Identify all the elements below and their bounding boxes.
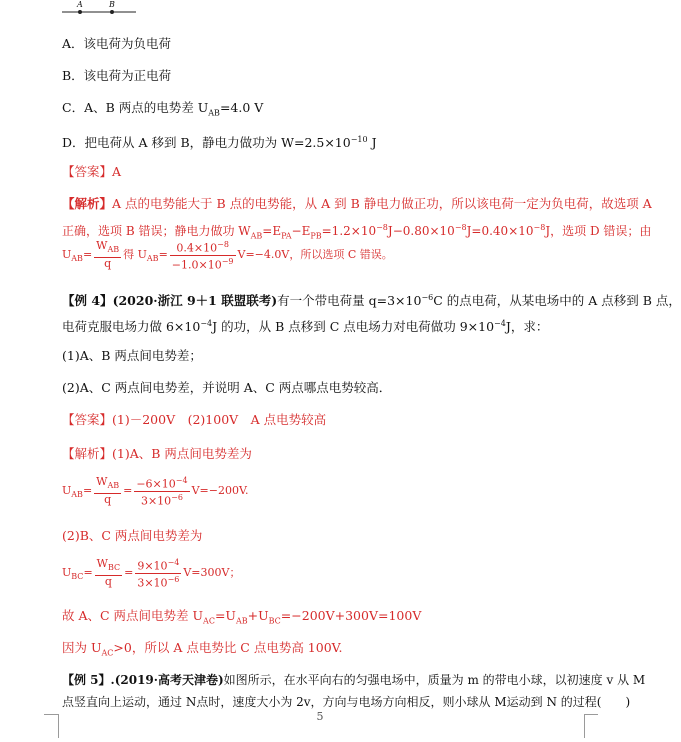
ex4-f2-result: V=300V； bbox=[183, 566, 241, 579]
ex3-sub-pb: PB bbox=[310, 231, 322, 241]
ex4-f1-q: q bbox=[104, 492, 112, 506]
ex4-f1-den: 3×10 bbox=[140, 494, 172, 508]
ex4-c2b: >0，所以 A 点电势比 C 点电势高 100V. bbox=[113, 640, 343, 655]
ex4-f2-frac-1 bbox=[95, 558, 122, 587]
option-c-text: A、B 两点的电势差 U bbox=[84, 100, 209, 115]
option-d-unit: J bbox=[367, 135, 377, 151]
ex4-q1: (1)A、B 两点间电势差； bbox=[62, 348, 202, 363]
ex4-f2-num-exp: −4 bbox=[167, 557, 180, 567]
ex5-stem1: 如图所示，在水平向右的匀强电场中，质量为 m 的带电小球，以初速度 v 从 M bbox=[223, 673, 646, 687]
ex4-f2-w: W bbox=[96, 557, 108, 571]
ex5-label: 【例 5】 bbox=[62, 673, 111, 687]
ex4-analysis-1: 【解析】(1)A、B 两点间电势差为 bbox=[62, 446, 252, 461]
ex3-frac-2 bbox=[170, 239, 236, 271]
ex5-stem-line1 bbox=[62, 672, 645, 688]
ex3-answer: 【答案】A bbox=[62, 164, 122, 179]
ex4-f2-w-sub: BC bbox=[107, 563, 121, 573]
ex3-u-sub: AB bbox=[71, 254, 83, 264]
ex4-f2-den: 3×10 bbox=[137, 576, 168, 590]
ex4-c1c: +U bbox=[247, 608, 269, 623]
ex4-stem2-exp: −4 bbox=[200, 319, 213, 328]
ex4-conclusion-1 bbox=[62, 608, 421, 630]
ex4-f1-u: U bbox=[62, 484, 72, 497]
ex4-c1b: =U bbox=[214, 608, 236, 623]
ex3-eq: = bbox=[82, 248, 93, 261]
ex3-analysis-tag: 【解析】 bbox=[62, 196, 113, 211]
ex3-de: 得 U bbox=[123, 248, 147, 261]
ex4-stem2-exp2: −4 bbox=[494, 319, 506, 328]
ex3-sub-ab: AB bbox=[250, 231, 263, 241]
ex4-c1-sub-ac: AC bbox=[203, 616, 215, 626]
ex3-den-exp: −9 bbox=[221, 256, 234, 266]
ex3-den: −1.0×10 bbox=[171, 258, 222, 272]
ex4-source: (2020·浙江 9＋1 联盟联考) bbox=[112, 293, 278, 309]
ex3-sub-pa: PA bbox=[281, 231, 292, 241]
ex4-stem2b: J 的功，从 B 点移到 C 点电场力对电荷做功 9×10 bbox=[212, 319, 495, 335]
option-d-text: D．把电荷从 A 移到 B，静电力做功为 W=2.5×10 bbox=[62, 135, 351, 151]
ex4-f1-eq2: = bbox=[123, 484, 133, 497]
ex4-f1-result: V=−200V. bbox=[191, 484, 249, 497]
ex3-a2b: =E bbox=[262, 224, 282, 238]
ex3-w-sub: AB bbox=[107, 245, 120, 255]
option-d bbox=[62, 132, 377, 151]
ex4-analysis-2: (2)B、C 两点间电势差为 bbox=[62, 528, 203, 543]
option-d-exp: −10 bbox=[350, 135, 368, 144]
ex3-q: q bbox=[104, 256, 112, 270]
ex3-a2f: J=0.40×10 bbox=[466, 224, 534, 238]
option-c-value: =4.0 V bbox=[219, 100, 264, 115]
ex3-a2d: =1.2×10 bbox=[321, 224, 377, 238]
point-a-label: A bbox=[77, 0, 83, 9]
ex5-source: .(2019·高考天津卷) bbox=[110, 673, 224, 687]
ex3-u: U bbox=[62, 248, 72, 261]
option-a: A．该电荷为负电荷 bbox=[62, 36, 172, 51]
ex4-stem1: 有一个带电荷量 q=3×10 bbox=[277, 293, 422, 309]
ex3-exp-1: −8 bbox=[376, 223, 388, 232]
ex4-f1-num: −6×10 bbox=[136, 477, 176, 491]
ex3-a2g: J，选项 D 错误；由 bbox=[545, 224, 652, 238]
ex3-formula bbox=[62, 238, 393, 276]
ex4-formula-1 bbox=[62, 474, 248, 512]
ex3-exp-3: −8 bbox=[533, 223, 546, 232]
ex4-f2-u: U bbox=[62, 566, 72, 579]
ex4-c1-sub-bc: BC bbox=[268, 616, 281, 626]
ex3-analysis-text1: A 点的电势能大于 B 点的电势能，从 A 到 B 静电力做正功，所以该电荷一定为负电荷，故选项 A bbox=[112, 196, 652, 211]
ex4-f2-u-sub: BC bbox=[71, 572, 84, 582]
ex4-c1: 故 A、C 两点间电势差 U bbox=[62, 608, 204, 623]
ex4-f2-num: 9×10 bbox=[137, 559, 168, 573]
ex3-eq2: = bbox=[158, 248, 168, 261]
ex4-f2-eq2: = bbox=[124, 566, 134, 579]
ex4-f1-w-sub: AB bbox=[107, 481, 120, 491]
ex4-conclusion-2 bbox=[62, 640, 342, 662]
ex3-a2e: J−0.80×10 bbox=[387, 224, 455, 238]
option-c bbox=[62, 100, 263, 122]
ex3-exp-2: −8 bbox=[454, 223, 467, 232]
ex4-stem-line2 bbox=[62, 316, 548, 335]
ex4-f2-eq: = bbox=[83, 566, 93, 579]
ex4-c1d: =−200V+300V=100V bbox=[280, 608, 422, 623]
ex3-analysis-line1 bbox=[62, 196, 652, 212]
ex4-answer: 【答案】(1)－200V (2)100V A 点电势较高 bbox=[62, 412, 327, 427]
ex5-stem-line2: 点竖直向上运动，通过 N点时，速度大小为 2v，方向与电场方向相反，则小球从 M运动到 N 的过程( ) bbox=[62, 695, 631, 709]
ex4-f1-frac-2 bbox=[134, 475, 189, 507]
ex3-u2-sub: AB bbox=[146, 254, 159, 264]
ex4-f1-w: W bbox=[96, 475, 108, 489]
ex4-c2-sub: AC bbox=[101, 648, 114, 658]
ex4-c2: 因为 U bbox=[62, 640, 102, 655]
option-b: B．该电荷为正电荷 bbox=[62, 68, 172, 83]
option-c-prefix: C． bbox=[62, 100, 85, 115]
ex4-f1-den-exp: −6 bbox=[171, 492, 183, 502]
ex4-f1-frac-1 bbox=[94, 476, 121, 505]
ex4-stem1-exp: −6 bbox=[421, 293, 434, 302]
ex3-a2c: −E bbox=[291, 224, 311, 238]
ex4-c1-sub-ab: AB bbox=[235, 616, 248, 626]
ex3-a2: 正确，选项 B 错误；静电力做功 W bbox=[62, 224, 251, 238]
ex4-q2: (2)A、C 两点间电势差，并说明 A、C 两点哪点电势较高． bbox=[62, 380, 392, 395]
ex3-result: V=−4.0V，所以选项 C 错误。 bbox=[237, 248, 393, 261]
ex3-frac-1 bbox=[94, 240, 121, 269]
point-a-dot bbox=[78, 10, 82, 14]
ex3-num: 0.4×10 bbox=[176, 241, 218, 255]
ex4-stem1b: C 的点电荷，从某电场中的 A 点移到 B 点， bbox=[433, 293, 681, 309]
ex4-label: 【例 4】 bbox=[62, 293, 113, 309]
ex4-formula-2 bbox=[62, 556, 240, 594]
ex3-num-exp: −8 bbox=[217, 239, 229, 249]
ex4-f2-den-exp: −6 bbox=[167, 574, 180, 584]
option-c-sub: AB bbox=[208, 108, 220, 118]
ex4-f1-num-exp: −4 bbox=[175, 475, 188, 485]
ex4-f2-frac-2 bbox=[135, 557, 181, 589]
ex4-f1-u-sub: AB bbox=[71, 490, 83, 500]
ex4-stem2c: J，求： bbox=[505, 319, 549, 335]
ex4-f1-eq: = bbox=[82, 484, 93, 497]
ex4-stem-line1 bbox=[62, 290, 681, 309]
points-diagram bbox=[60, 0, 140, 18]
point-b-dot bbox=[110, 10, 114, 14]
page-number: 5 bbox=[316, 710, 324, 723]
ex4-f2-q: q bbox=[104, 574, 112, 588]
point-b-label: B bbox=[109, 0, 115, 9]
ex3-w: W bbox=[96, 239, 108, 253]
ex4-stem2: 电荷克服电场力做 6×10 bbox=[62, 319, 201, 335]
